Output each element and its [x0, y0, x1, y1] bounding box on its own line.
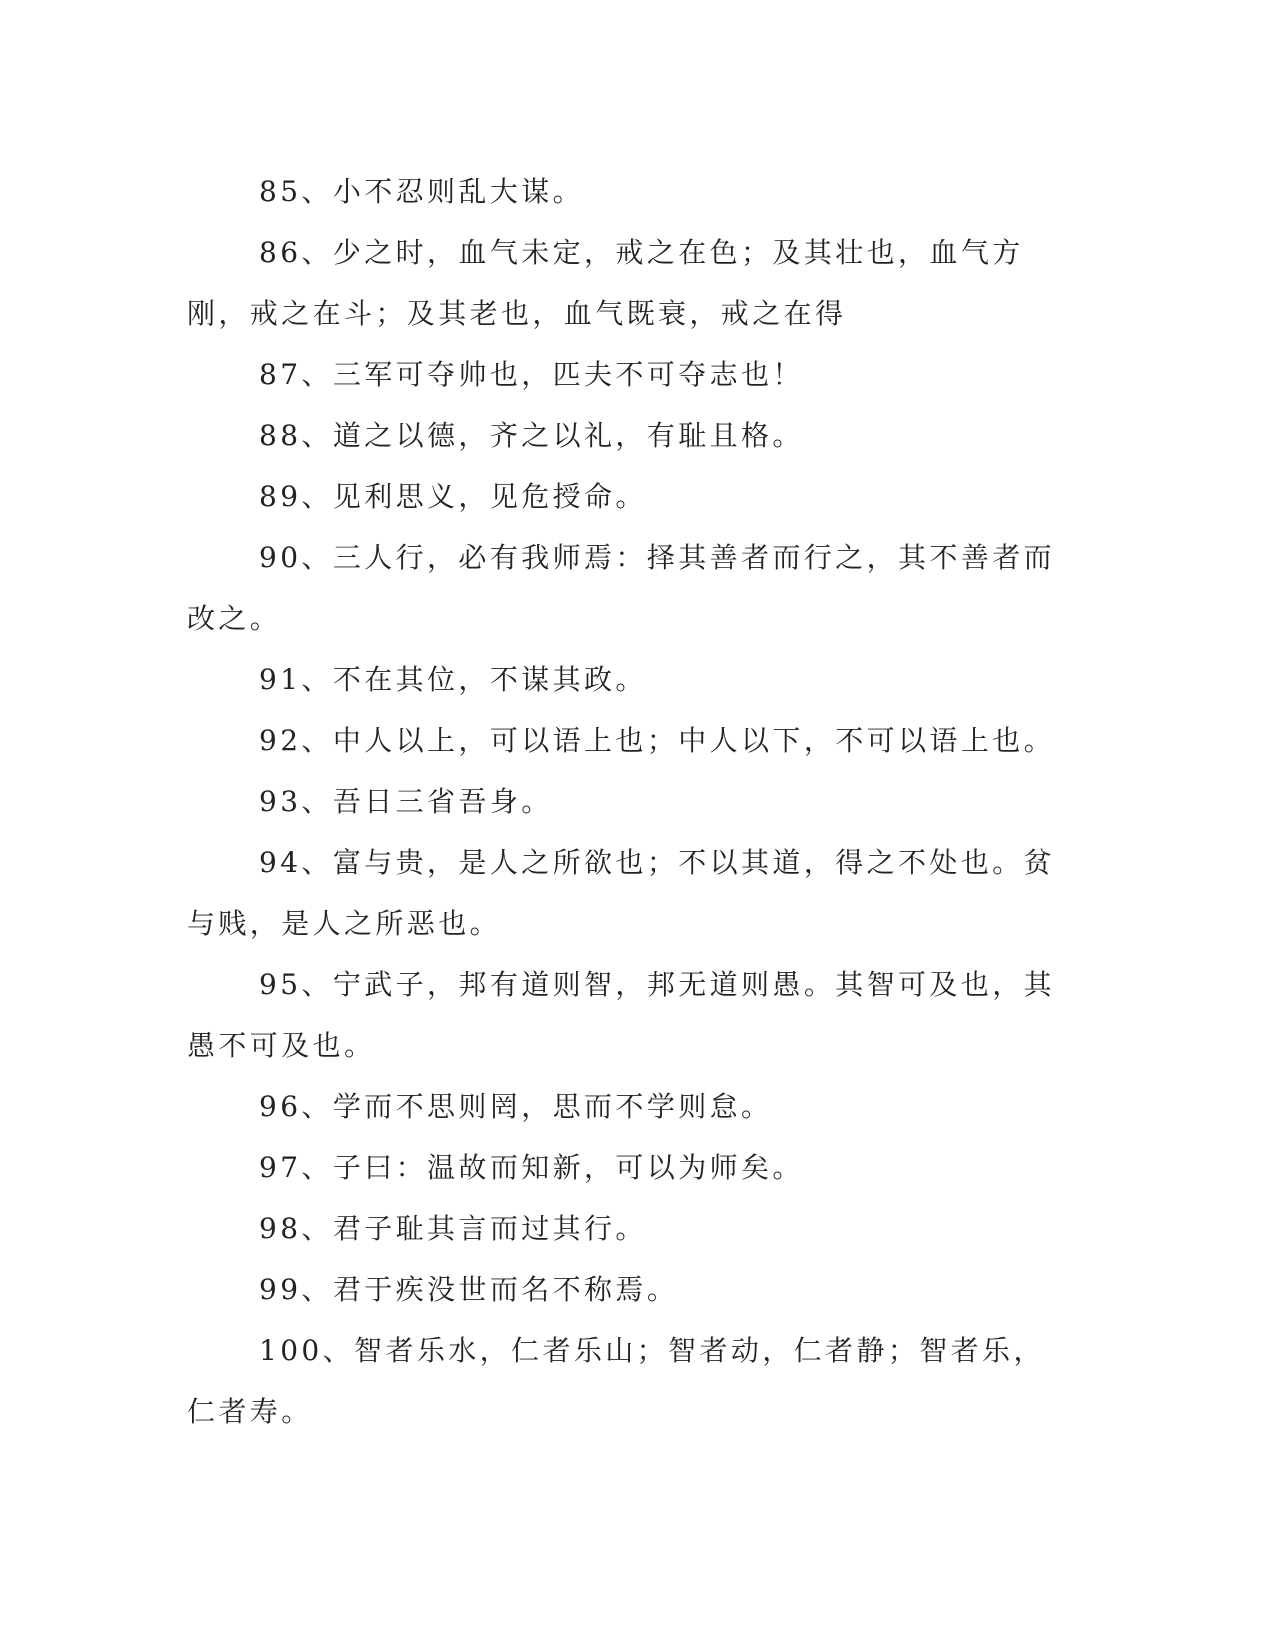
quote-paragraph-94: 94、富与贵，是人之所欲也；不以其道，得之不处也。贫与贱，是人之所恶也。 [187, 846, 1056, 940]
quote-paragraph-87: 87、三军可夺帅也，匹夫不可夺志也！ [259, 358, 804, 391]
quote-paragraph-99: 99、君于疾没世而名不称焉。 [259, 1273, 679, 1306]
quote-paragraph-89: 89、见利思义，见危授命。 [259, 480, 647, 513]
quote-paragraph-95: 95、宁武子，邦有道则智，邦无道则愚。其智可及也，其愚不可及也。 [187, 968, 1056, 1062]
quote-paragraph-90: 90、三人行，必有我师焉：择其善者而行之，其不善者而改之。 [187, 541, 1056, 635]
quote-paragraph-98: 98、君子耻其言而过其行。 [259, 1212, 647, 1245]
quote-paragraph-88: 88、道之以德，齐之以礼，有耻且格。 [259, 419, 804, 452]
document-body [187, 161, 1067, 1442]
quote-paragraph-92: 92、中人以上，可以语上也；中人以下，不可以语上也。 [259, 724, 1056, 757]
quote-paragraph-86: 86、少之时，血气未定，戒之在色；及其壮也，血气方刚，戒之在斗；及其老也，血气既衰，戒之在得 [187, 236, 1024, 330]
quote-paragraph-93: 93、吾日三省吾身。 [259, 785, 553, 818]
quote-paragraph-85: 85、小不忍则乱大谋。 [259, 175, 585, 208]
quote-paragraph-97: 97、子曰：温故而知新，可以为师矣。 [259, 1151, 804, 1184]
quote-paragraph-100: 100、智者乐水，仁者乐山；智者动，仁者静；智者乐，仁者寿。 [187, 1334, 1045, 1428]
quote-paragraph-96: 96、学而不思则罔，思而不学则怠。 [259, 1090, 773, 1123]
quote-paragraph-91: 91、不在其位，不谋其政。 [259, 663, 647, 696]
